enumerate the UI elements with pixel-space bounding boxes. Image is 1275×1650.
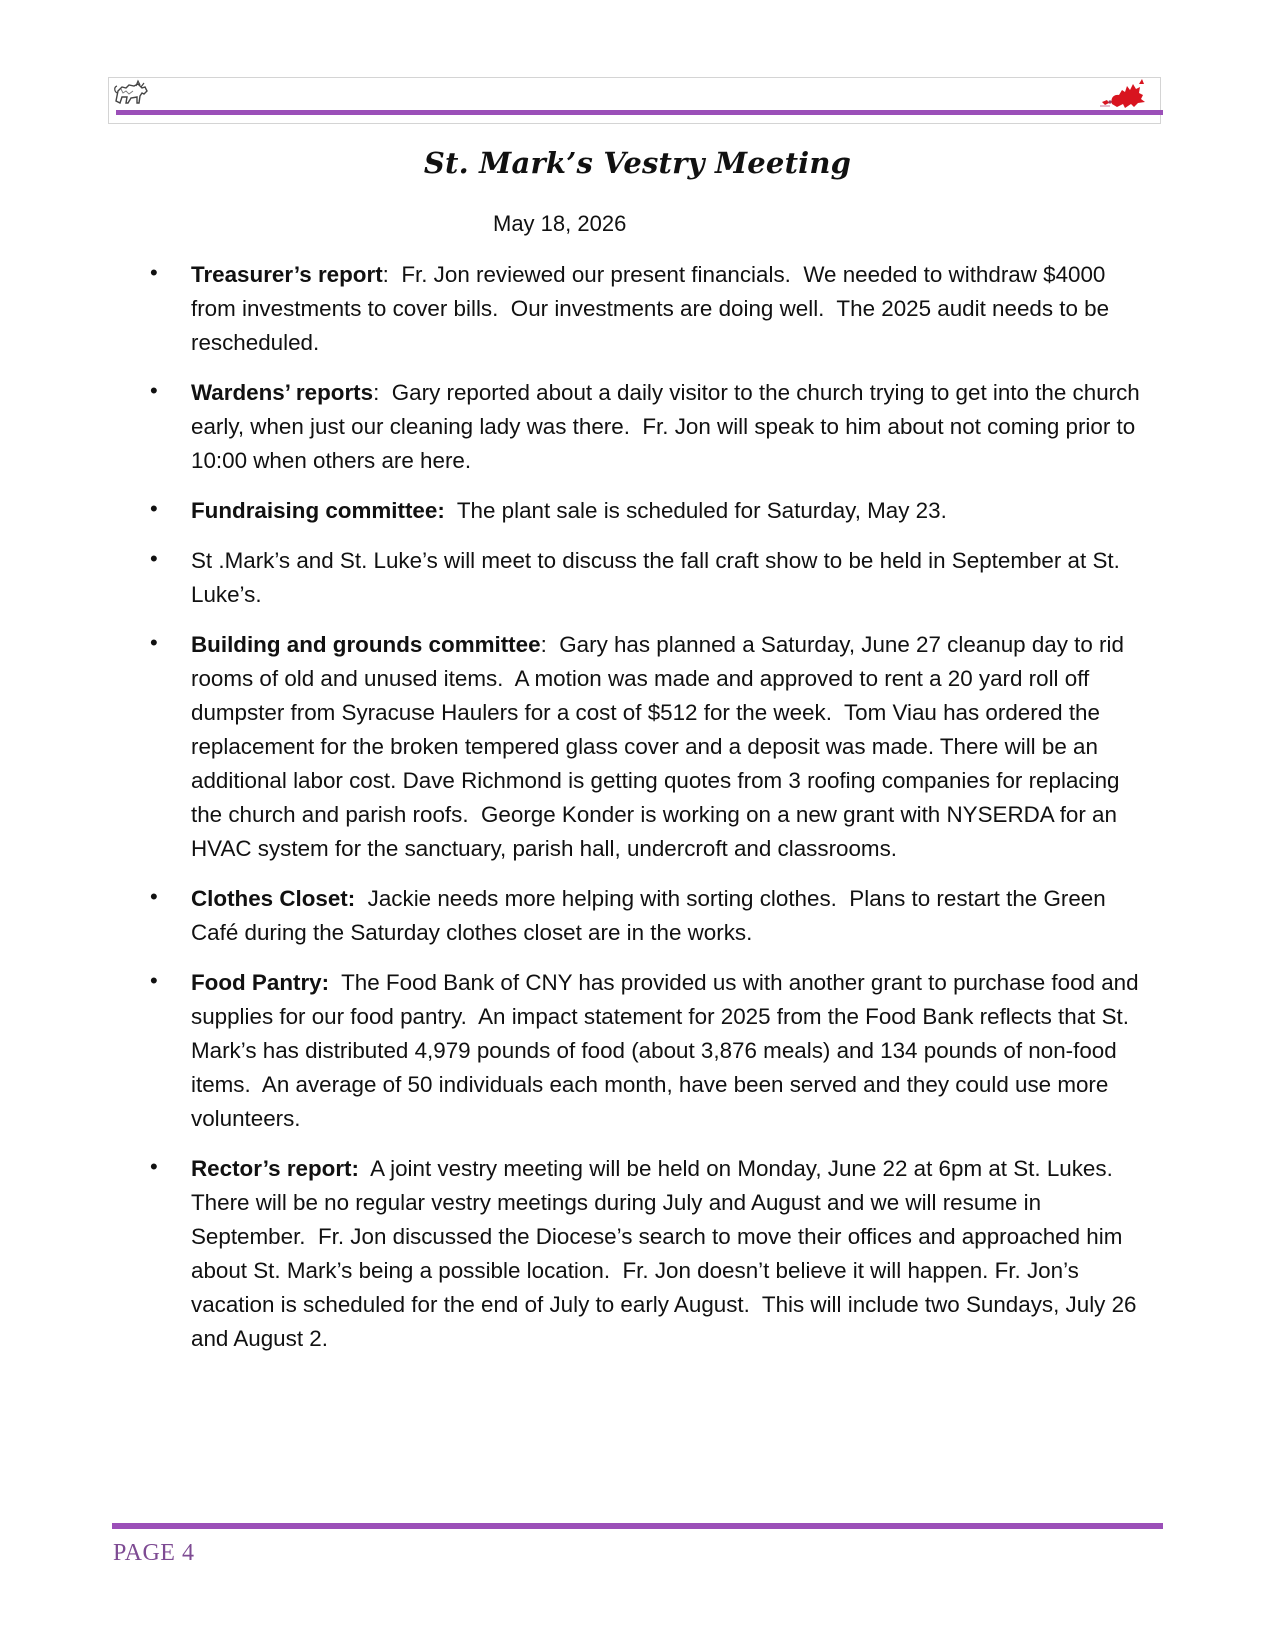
footer-accent-rule <box>112 1523 1163 1529</box>
item-separator: : <box>373 380 380 405</box>
item-separator: : <box>382 262 389 287</box>
minutes-list <box>150 258 1150 1372</box>
list-item-building-grounds <box>150 628 1150 866</box>
list-item-treasurer <box>150 258 1150 360</box>
list-item-rectors-report <box>150 1152 1150 1356</box>
item-text: A joint vestry meeting will be held on Monday, June 22 at 6pm at St. Lukes. There will be no regular vestry meetings during July and August and we will resume in September. Fr. Jon discussed the Diocese’s search to move their offices and approached him about St. Mark’s being a possible location. Fr. Jon doesn’t believe it will happen. Fr. Jon’s vacation is scheduled for the end of July to early August. This will include two Sundays, July 26 and August 2. <box>191 1156 1143 1351</box>
item-text: The plant sale is scheduled for Saturday, May 23. <box>444 498 947 523</box>
item-text: Fr. Jon reviewed our present financials. We needed to withdraw $4000 from investments to cover bills. Our investments are doing well. The 2025 audit needs to be rescheduled. <box>191 262 1116 355</box>
item-label: Rector’s report: <box>191 1156 359 1181</box>
bullet-icon: • <box>150 968 158 993</box>
item-label: Wardens’ reports <box>191 380 374 405</box>
meeting-date: May 18, 2026 <box>493 211 627 236</box>
bullet-icon: • <box>150 260 158 285</box>
header-accent-rule <box>116 110 1163 115</box>
list-item-food-pantry <box>150 966 1150 1136</box>
lion-icon <box>112 79 150 111</box>
bullet-icon: • <box>150 884 158 909</box>
item-text: The Food Bank of CNY has provided us with another grant to purchase food and supplies for our food pantry. An impact statement for 2025 from the Food Bank reflects that St. Mark’s has distributed 4,979 pounds of food (about 3,876 meals) and 134 pounds of non-food items. An average of 50 individuals each month, have been served and they could use more volunteers. <box>191 970 1145 1131</box>
red-lion-icon <box>1098 78 1153 112</box>
page-number: PAGE 4 <box>113 1540 195 1566</box>
list-item-craft-show <box>150 544 1150 612</box>
list-item-clothes-closet <box>150 882 1150 950</box>
list-item-fundraising <box>150 494 1150 528</box>
item-label: Food Pantry: <box>191 970 330 995</box>
item-text: St .Mark’s and St. Luke’s will meet to discuss the fall craft show to be held in September at St. Luke’s. <box>191 548 1127 607</box>
item-text: Jackie needs more helping with sorting clothes. Plans to restart the Green Café during the Saturday clothes closet are in the works. <box>191 886 1112 945</box>
item-separator: : <box>540 632 547 657</box>
bullet-icon: • <box>150 630 158 655</box>
item-text: Gary has planned a Saturday, June 27 cleanup day to rid rooms of old and unused items. A motion was made and approved to rent a 20 yard roll off dumpster from Syracuse Haulers for a cost of $512 for the week. Tom Viau has ordered the replacement for the broken tempered glass cover and a deposit was made. There will be an additional labor cost. Dave Richmond is getting quotes from 3 roofing companies for replacing the church and parish roofs. George Konder is working on a new grant with NYSERDA for an HVAC system for the sanctuary, parish hall, undercroft and classrooms. <box>191 632 1131 861</box>
item-label: Clothes Closet: <box>191 886 356 911</box>
item-label: Fundraising committee: <box>191 498 445 523</box>
item-text: Gary reported about a daily visitor to the church trying to get into the church early, when just our cleaning lady was there. Fr. Jon will speak to him about not coming prior to 10:00 when others are here. <box>191 380 1146 473</box>
list-item-wardens <box>150 376 1150 478</box>
item-label: Building and grounds committee <box>191 632 541 657</box>
header-frame <box>108 77 1161 124</box>
bullet-icon: • <box>150 1154 158 1179</box>
bullet-icon: • <box>150 546 158 571</box>
page-title: St. Mark’s Vestry Meeting <box>423 146 852 180</box>
bullet-icon: • <box>150 378 158 403</box>
item-label: Treasurer’s report <box>191 262 383 287</box>
bullet-icon: • <box>150 496 158 521</box>
